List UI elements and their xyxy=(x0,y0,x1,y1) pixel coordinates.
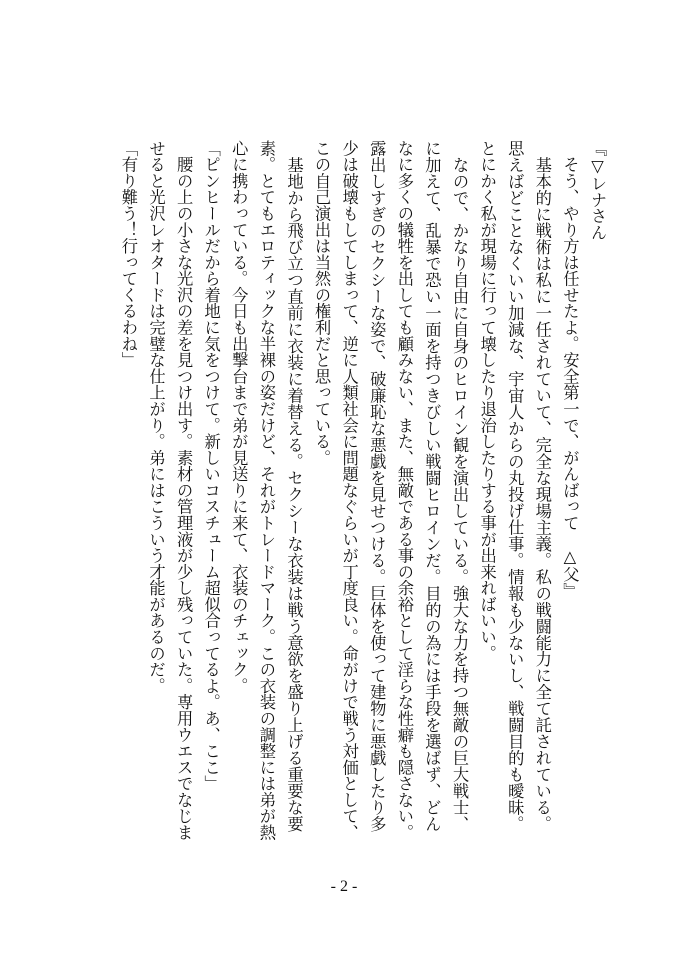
text-line: そう、やり方は任せたよ。安全第一で、がんばって △父』 xyxy=(560,140,580,599)
text-line: 素。とてもエロティックな半裸の姿だけど、それがトレードマーク。この衣装の調整には弟が熱 xyxy=(256,140,276,841)
text-line: 思えばどことなくいい加減な、宇宙人からの丸投げ仕事。情報も少ないし、戦闘目的も曖昧。 xyxy=(505,140,525,832)
text-line: 少は破壊もしてしまって、逆に人類社会に問題なぐらいが丁度良い。命がけで戦う対価として、 xyxy=(339,140,359,841)
text-line: 『▽レナさん xyxy=(588,140,607,241)
text-line: せると光沢レオタードは完璧な仕上がり。弟にはこういう才能があるのだ。 xyxy=(146,140,166,694)
text-line: 基本的に戦術は私に一任されていて、完全な現場主義。私の戦闘能力に全て託されている。 xyxy=(532,140,552,832)
text-line: 基地から飛び立つ直前に衣装に着替える。セクシーな衣装は戦う意欲を盛り上げる重要な要 xyxy=(284,140,304,832)
text-line: この自己演出は当然の権利だと思っている。 xyxy=(312,140,332,466)
text-line: とにかく私が現場に行って壊したり退治したりする事が出来ればいい。 xyxy=(477,140,497,662)
text-line: なので、かなり自由に自身のヒロイン観を演出している。強大な力を持つ無敵の巨大戦士、 xyxy=(450,140,470,832)
text-line: 腰の上の小さな光沢の差を見つけ出す。素材の管理液が少し残っていた。専用ウエスでなじま xyxy=(174,140,194,841)
text-line: 「ピンヒールだから着地に気をつけて。新しいコスチューム超似合ってるよ。あ、ここ」 xyxy=(201,140,221,792)
page-number: - 2 - xyxy=(330,878,358,895)
text-line: 「有り難う！行ってくるわね」 xyxy=(118,140,138,369)
text-line: なに多くの犠牲を出しても顧みない、また、無敵である事の余裕として淫らな性癖も隠さない。 xyxy=(394,140,414,841)
text-line: 露出しすぎのセクシーな姿で、破廉恥な悪戯を見せつける。巨体を使って建物に悪戯したり多 xyxy=(367,140,387,832)
text-line: 心に携わっている。今日も出撃台まで弟が見送りに来て、衣装のチェック。 xyxy=(229,140,249,694)
text-line: に加えて、乱暴で恐い一面を持つきびしい戦闘ヒロインだ。目的の為には手段を選ばず、どん xyxy=(422,140,442,832)
vertical-text-body xyxy=(114,140,611,841)
